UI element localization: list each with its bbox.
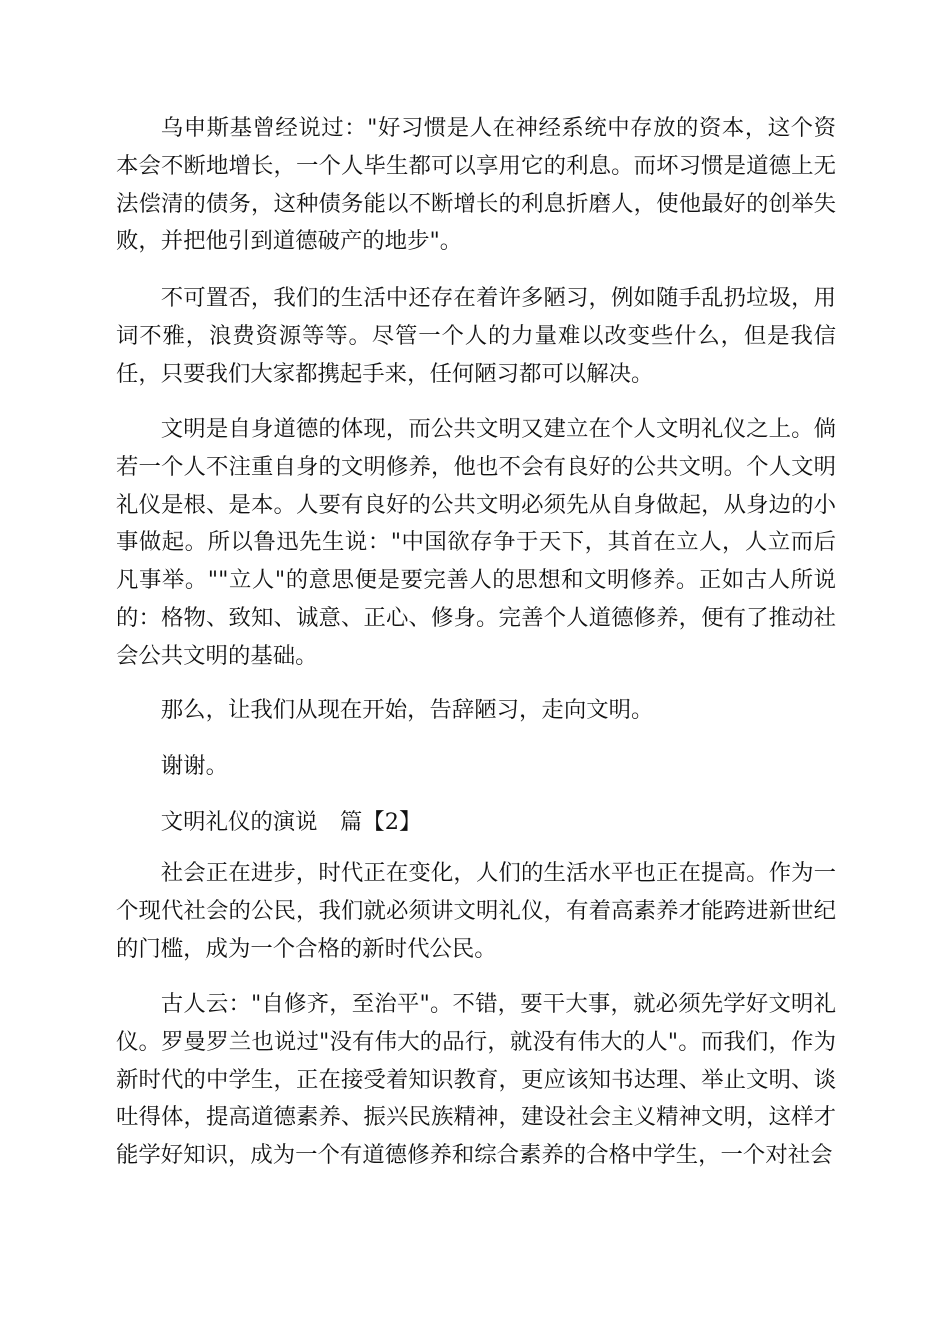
section-heading: 文明礼仪的演说 篇【2】 [160,809,422,835]
paragraph-civilization-morality: 文明是自身道德的体现，而公共文明又建立在个人文明礼仪之上。倘若一个人不注重自身的文明修养，他也不会有良好的公共文明。个人文明礼仪是根、是本。人要有良好的公共文明必须先从自身做起，从身边的小事做起。所以鲁迅先生说："中国欲存争于天下，其首在立人，人立而后凡事举。""立人"的意思便是要完善人的思想和文明修养。正如古人所说的：格物、致知、诚意、正心、修身。完善个人道德修养，便有了推动社会公共文明的基础。 [116,416,836,669]
paragraph-thanks: 谢谢。 [160,753,228,779]
paragraph-call-to-action: 那么，让我们从现在开始，告辞陋习，走向文明。 [160,697,654,723]
paragraph-ancients-said: 古人云："自修齐，至治平"。不错，要干大事，就必须先学好文明礼仪。罗曼罗兰也说过"没有伟大的品行，就没有伟大的人"。而我们，作为新时代的中学生，正在接受着知识教育，更应该知书达理、举止文明、谈吐得体，提高道德素养、振兴民族精神，建设社会主义精神文明，这样才能学好知识，成为一个有道德修养和综合素养的合格中学生，一个对社会 [116,991,836,1169]
paragraph-bad-habits: 不可置否，我们的生活中还存在着许多陋习，例如随手乱扔垃圾，用词不雅，浪费资源等等。尽管一个人的力量难以改变些什么，但是我信任，只要我们大家都携起手来，任何陋习都可以解决。 [116,285,836,387]
paragraph-ushinsky-quote: 乌申斯基曾经说过："好习惯是人在神经系统中存放的资本，这个资本会不断地增长，一个人毕生都可以享用它的利息。而坏习惯是道德上无法偿清的债务，这种债务能以不断增长的利息折磨人，使他最好的创举失败，并把他引到道德破产的地步"。 [116,115,836,255]
paragraph-society-progress: 社会正在进步，时代正在变化，人们的生活水平也正在提高。作为一个现代社会的公民，我们就必须讲文明礼仪，有着高素养才能跨进新世纪的门槛，成为一个合格的新时代公民。 [116,860,836,962]
